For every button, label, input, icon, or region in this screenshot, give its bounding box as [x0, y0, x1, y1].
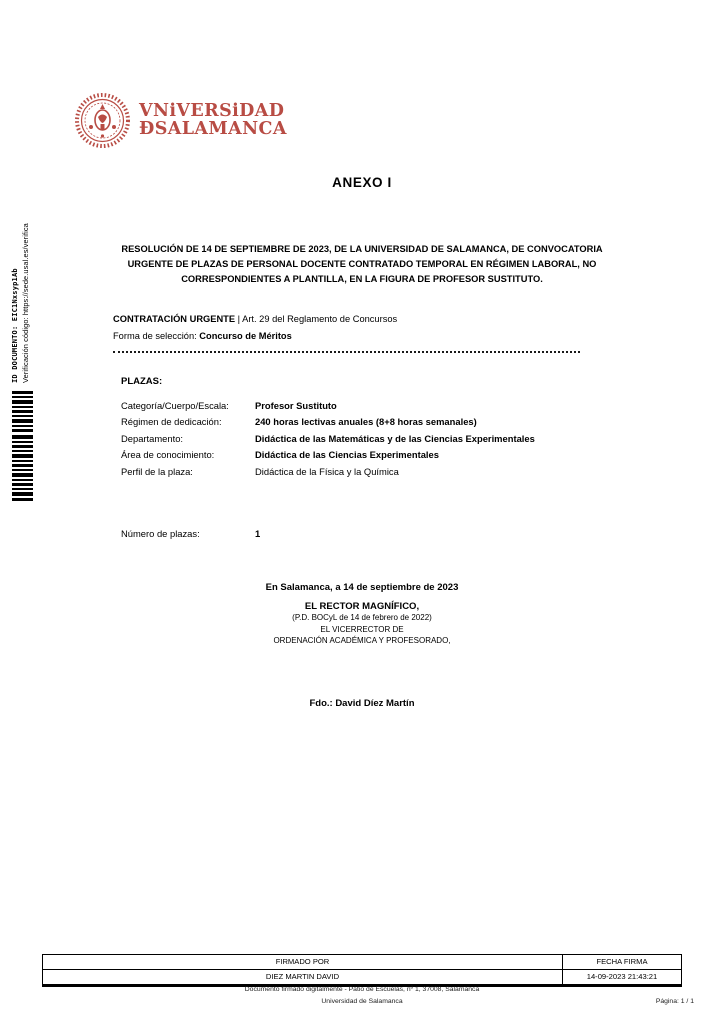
signed-by-header: FIRMADO POR [275, 957, 330, 966]
field-value: Profesor Sustituto [255, 400, 337, 411]
footer-note-university: Universidad de Salamanca [321, 998, 403, 1005]
page-title: ANEXO I [332, 175, 392, 190]
signature-vicerrector-1: EL VICERRECTOR DE [320, 624, 404, 634]
field-value: Didáctica de las Ciencias Experimentales [255, 449, 439, 461]
footer-note-address: Documento firmado digitalmente - Patio de Escuelas, nº 1, 37008, Salamanca [244, 986, 480, 993]
contract-heading [113, 314, 397, 324]
table-row [43, 970, 681, 984]
page-indicator: Página: 1 / 1 [655, 998, 694, 1005]
signature-pd-line: (P.D. BOCyL de 14 de febrero de 2022) [292, 613, 432, 622]
verification-strip [11, 185, 30, 383]
dotted-divider [113, 351, 580, 353]
plazas-heading: PLAZAS: [121, 376, 163, 387]
num-plazas-value: 1 [255, 528, 261, 539]
selection-label: Forma de selección: [113, 331, 200, 341]
field-row-area [121, 447, 664, 463]
table-row [43, 955, 681, 970]
selection-line [113, 331, 292, 341]
field-value: Didáctica de la Física y la Química [255, 465, 399, 477]
field-label: Categoría/Cuerpo/Escala: [121, 400, 229, 411]
field-value: Didáctica de las Matemáticas y de las Ciencias Experimentales [255, 432, 535, 444]
field-row-perfil [121, 464, 664, 480]
field-row-regimen [121, 414, 664, 430]
document-id-text: ID DOCUMENTO: EIC1Nxsyp1Ab [11, 268, 19, 383]
field-label: Perfil de la plaza: [121, 465, 193, 477]
field-label: Área de conocimiento: [121, 449, 215, 461]
logo-line1: VNiVERSiDAD [139, 100, 285, 121]
signature-rector: EL RECTOR MAGNÍFICO, [304, 601, 420, 612]
logo-line2: ÐSALAMANCA [139, 118, 287, 139]
barcode-icon [12, 391, 33, 501]
signature-place-date: En Salamanca, a 14 de septiembre de 2023 [265, 582, 459, 593]
signature-vicerrector-2: ORDENACIÓN ACADÉMICA Y PROFESORADO, [273, 636, 451, 646]
field-value: 240 horas lectivas anuales (8+8 horas semanales) [255, 416, 477, 428]
field-row-departamento [121, 431, 664, 447]
contract-heading-bold: CONTRATACIÓN URGENTE [113, 314, 236, 324]
signature-date-value: 14-09-2023 21:43:21 [562, 970, 681, 984]
field-label: Régimen de dedicación: [121, 416, 222, 428]
field-row-categoria [121, 398, 664, 414]
university-logo [74, 92, 287, 149]
plaza-fields [121, 398, 664, 480]
resolution-paragraph: RESOLUCIÓN DE 14 DE SEPTIEMBRE DE 2023, DE LA UNIVERSIDAD DE SALAMANCA, DE CONVOCATORIA URGENTE DE PLAZAS DE PERSONAL DOCENTE CONTRATADO TEMPORAL EN RÉGIMEN LABORAL, NO CORRESPONDIENTES A PLANTILLA, EN LA FIGURA DE PROFESOR SUSTITUTO. [121, 244, 603, 284]
signature-date-header: FECHA FIRMA [562, 955, 681, 969]
num-plazas-label: Número de plazas: [121, 528, 200, 539]
university-seal-icon [74, 92, 131, 149]
signature-signed-by: Fdo.: David Díez Martín [309, 698, 415, 709]
verification-url-text: Verificación código: https://sede.usal.es/verifica [21, 223, 30, 383]
signed-by-value: DIEZ MARTIN DAVID [265, 972, 340, 981]
signature-block [0, 582, 724, 647]
num-plazas-row [121, 528, 260, 539]
selection-value: Concurso de Méritos [199, 331, 292, 341]
signature-table [42, 954, 682, 987]
contract-heading-rest: | Art. 29 del Reglamento de Concursos [235, 314, 398, 324]
field-label: Departamento: [121, 432, 184, 444]
